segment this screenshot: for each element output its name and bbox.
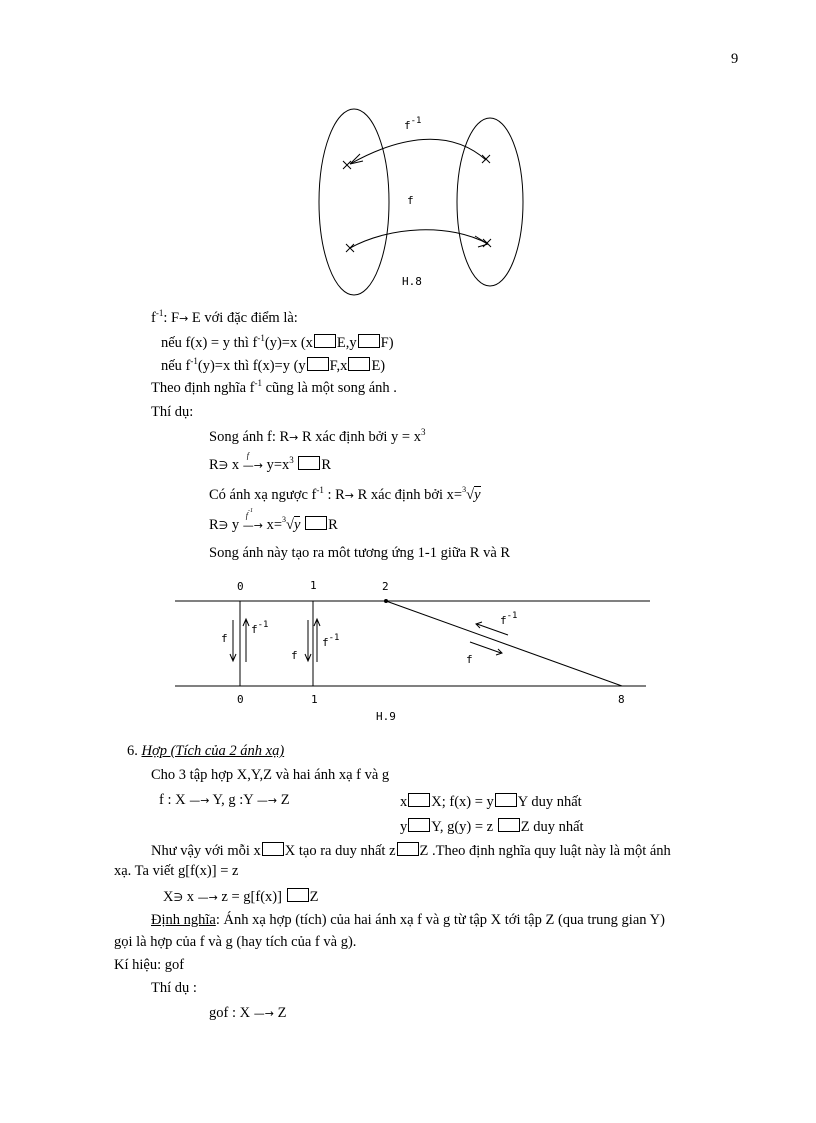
element-of-icon [495,793,517,807]
example-line-5: Song ánh này tạo ra môt tương ứng 1-1 giữa R và R [209,545,511,561]
long-arrow-icon: —→ [189,794,210,807]
arrow-up-finv-1 [314,619,320,662]
maps-arrow-f-inverse-icon: — $f^{-1}$ → [242,508,263,532]
element-of-icon [498,818,520,832]
element-of-icon [408,818,430,832]
element-of-icon [314,334,336,348]
element-of-icon [408,793,430,807]
arrow-f-inverse [350,139,486,164]
radical-sign: √ [286,517,295,533]
element-of-icon [298,456,320,470]
section-6-example-line: gof : X —→ Z [209,1005,287,1021]
h8-label-f-inverse: $f^{-1}$ [404,116,422,132]
h9-top-label-2: 2 [382,580,389,593]
example-line-3: Có ánh xạ ngược $f^{-1}$ : R→ R xác định bởi x=$^3$√y [209,485,481,503]
figure-h9 [170,590,660,700]
h9-top-label-0: 0 [237,580,244,593]
contains-icon: ∋ [218,459,229,472]
section-6-line-4: Như vậy với mỗi x X tạo ra duy nhất z Z .Theo định nghĩa quy luật này là một ánh [151,843,671,859]
element-of-icon [287,888,309,902]
section-6-y-condition: y Y, g(y) = z Z duy nhất [400,819,584,835]
contains-icon: ∋ [218,519,229,532]
point-marks [343,155,491,252]
section-6-definition: Định nghĩa: Ánh xạ hợp (tích) của hai ánh xạ f và g từ tập X tới tập Z (qua trung gian Y) [151,912,665,928]
set-e-ellipse [319,109,389,295]
line-inverse-definition: $f^{-1}$: F→ E với đặc điểm là: [151,308,298,326]
arrow-down-f-1 [305,620,311,661]
radical-sign: √ [466,487,475,503]
h8-label-f: f [407,194,414,207]
section-6-x-condition: x X; f(x) = y Y duy nhất [400,794,582,810]
example-line-1: Song ánh f: R→ R xác định bởi $y = x^3$ [209,427,426,445]
h9-f-label-1: f [291,649,298,662]
section-6-example-heading: Thí dụ : [151,980,197,996]
element-of-icon [397,842,419,856]
cube-root-icon: 3 [462,485,467,494]
h9-bottom-label-0: 0 [237,693,244,706]
arrow-f-diag [470,642,502,655]
long-arrow-icon: —→ [253,1007,274,1020]
line-condition-1: nếu f(x) = y thì $f^{-1}(y)=x$ (x E,y F) [161,333,394,351]
contains-icon: ∋ [173,891,184,904]
element-of-icon [262,842,284,856]
long-arrow-icon: —→ [256,794,278,807]
h9-top-label-1: 1 [310,579,317,592]
arrow-icon: → [344,489,355,502]
h9-finv-label-diag: $f^{-1}$ [500,611,518,627]
example-line-2: R∋ x — f → $y=x^3$ R [209,451,332,473]
element-of-icon [305,516,327,530]
section-6-composition: X∋ x —→ z = g[f(x)] Z [163,889,319,905]
section-6-line-5: xạ. Ta viết g[f(x)] = z [114,863,239,879]
arrow-down-f-0 [230,620,236,661]
arrow-up-finv-0 [243,619,249,662]
figure-h8 [310,108,530,303]
cube-root-icon: 3 [282,515,287,524]
section-6-definition-cont: gọi là hợp của f và g (hay tích của f và g). [114,934,357,950]
element-of-icon [307,357,329,371]
h9-f-label-0: f [221,632,228,645]
arrow-icon: → [289,431,299,444]
line-condition-2: nếu $f^{-1}(y)=x$ thì f(x)=y (y F,x E) [161,356,386,374]
h9-bottom-label-1: 1 [311,693,318,706]
h9-finv-label-0: $f^{-1}$ [251,620,269,636]
h8-caption: H.8 [402,275,422,288]
long-arrow-icon: —→ [197,891,218,904]
arrowhead-f-inverse [350,154,363,164]
h9-f-label-diag: f [466,653,473,666]
section-6-notation: Kí hiệu: gof [114,957,185,973]
arrow-icon: → [179,312,189,325]
maps-arrow-f-icon: — f → [242,451,263,472]
example-line-4: R∋ y — $f^{-1}$ → x=$^3$√y R [209,508,338,533]
line-bijection-note: Theo định nghĩa $f^{-1}$ cũng là một song ánh . [151,378,397,396]
arrow-f [350,230,488,248]
element-of-icon [358,334,380,348]
set-f-ellipse [457,118,523,286]
element-of-icon [348,357,370,371]
h9-caption: H.9 [376,710,396,723]
example-heading: Thí dụ: [151,404,194,420]
section-6-heading: 6. Hợp (Tích của 2 ánh xạ) [127,743,285,759]
h9-bottom-label-8: 8 [618,693,625,706]
h9-finv-label-1: $f^{-1}$ [322,633,340,649]
section-6-line-1: Cho 3 tập hợp X,Y,Z và hai ánh xạ f và g [151,767,390,783]
page-number: 9 [731,51,739,67]
section-6-maps: f : X —→ Y, g :Y —→ Z [159,792,290,808]
